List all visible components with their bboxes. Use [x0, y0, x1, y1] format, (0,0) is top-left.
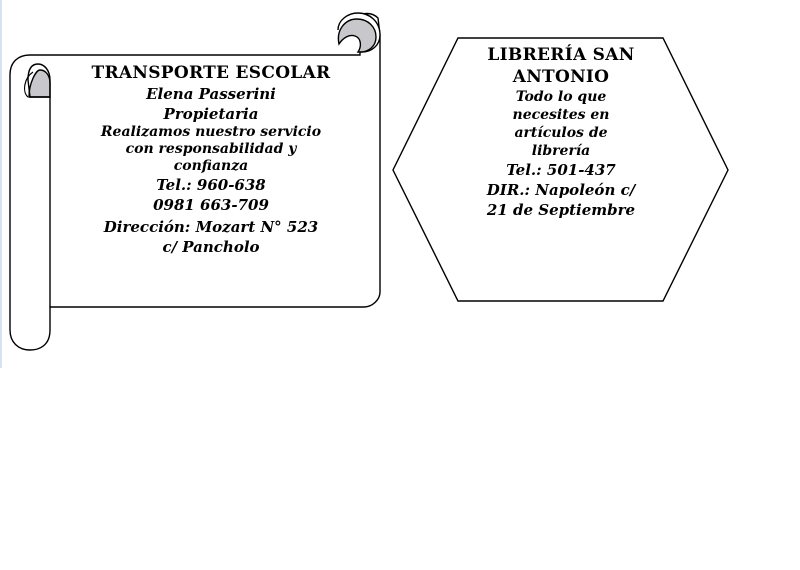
scroll-card-slogan-3: confianza	[173, 158, 249, 174]
hexagon-card-address-2: 21 de Septiembre	[486, 201, 636, 219]
scroll-card-address-1: Dirección: Mozart N° 523	[103, 218, 319, 236]
scroll-card-content	[50, 62, 372, 257]
hexagon-card-title-1: LIBRERÍA SAN	[487, 45, 635, 65]
scroll-card-phone-2: 0981 663-709	[153, 196, 269, 214]
scroll-card-slogan-2: con responsabilidad y	[125, 141, 297, 157]
scroll-card-title: TRANSPORTE ESCOLAR	[91, 63, 331, 83]
scroll-card-role: Propietaria	[163, 105, 259, 123]
hexagon-card-address-1: DIR.: Napoleón c/	[486, 181, 636, 199]
hexagon-card-desc-2: necesites en	[512, 107, 610, 123]
hexagon-card-desc-4: librería	[531, 143, 591, 159]
hexagon-card-phone: Tel.: 501-437	[506, 161, 616, 179]
hexagon-card-content	[448, 44, 674, 220]
scroll-card-phone-1: Tel.: 960-638	[156, 176, 266, 194]
hexagon-card-title-2: ANTONIO	[512, 67, 610, 87]
hexagon-card-desc-3: artículos de	[514, 125, 608, 141]
scroll-card-slogan-1: Realizamos nuestro servicio	[100, 124, 322, 140]
scroll-card-address-2: c/ Pancholo	[162, 238, 260, 256]
hexagon-card-desc-1: Todo lo que	[515, 89, 607, 105]
scroll-card-name: Elena Passerini	[146, 85, 276, 103]
